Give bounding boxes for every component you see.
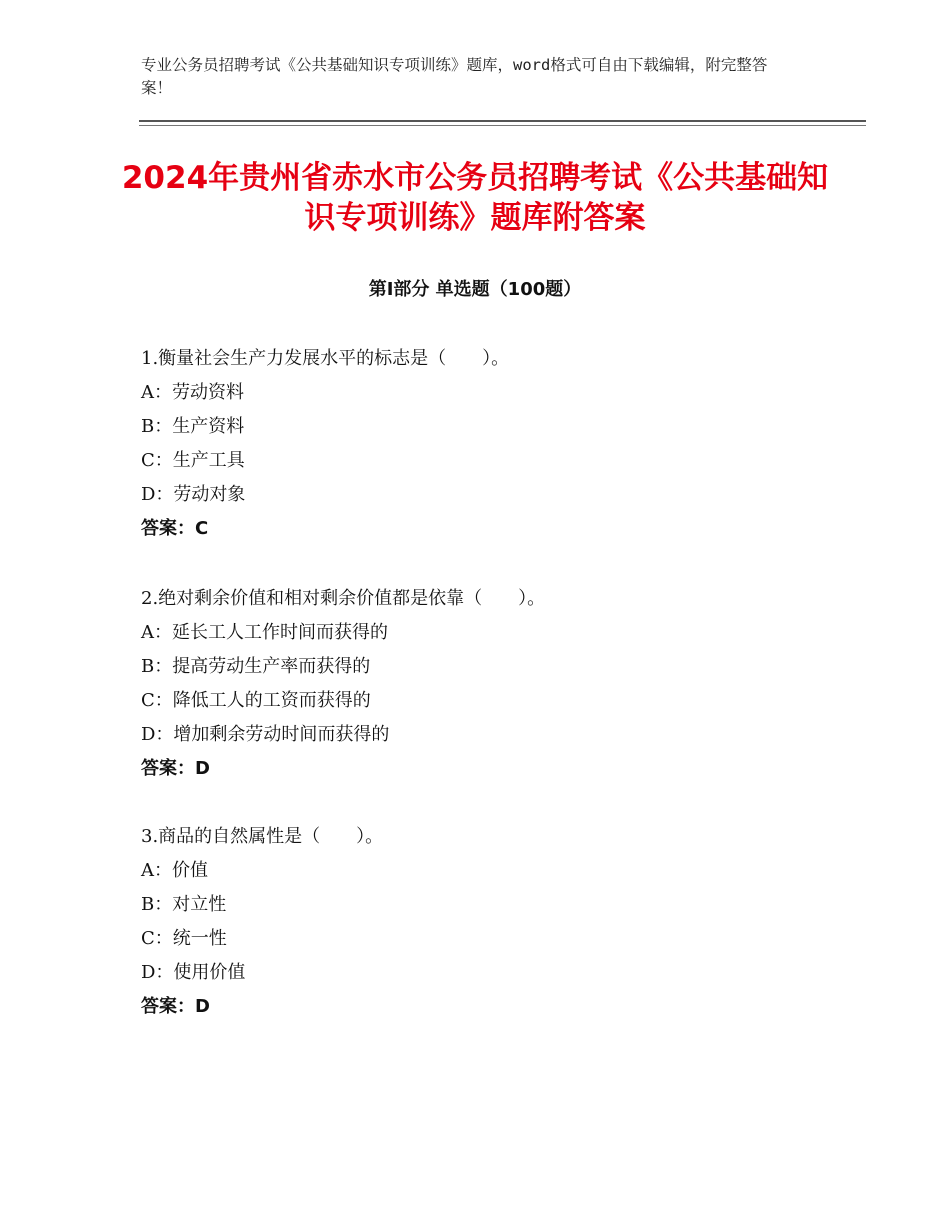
option-c: C：生产工具	[141, 450, 245, 471]
question-block	[141, 820, 841, 1024]
option-c: C：降低工人的工资而获得的	[141, 690, 371, 711]
question-block	[141, 342, 841, 546]
option-c: C：统一性	[141, 928, 227, 949]
option-d: D：使用价值	[141, 962, 246, 983]
header-note: 专业公务员招聘考试《公共基础知识专项训练》题库，word格式可自由下载编辑，附完整答案！	[141, 56, 768, 97]
answer-label: 答案：D	[141, 996, 210, 1017]
question-stem: 2.绝对剩余价值和相对剩余价值都是依靠（ ）。	[141, 588, 546, 609]
document-title: 2024年贵州省赤水市公务员招聘考试《公共基础知识专项训练》题库附答案	[121, 160, 829, 236]
answer-label: 答案：D	[141, 758, 210, 779]
option-a: A：延长工人工作时间而获得的	[141, 622, 388, 643]
header-rule-thick	[139, 120, 866, 122]
question-block	[141, 582, 841, 786]
question-stem: 3.商品的自然属性是（ ）。	[141, 826, 384, 847]
answer-label: 答案：C	[141, 518, 209, 539]
header-rule-thin	[139, 125, 866, 126]
option-d: D：劳动对象	[141, 484, 246, 505]
option-b: B：对立性	[141, 894, 227, 915]
option-d: D：增加剩余劳动时间而获得的	[141, 724, 390, 745]
option-b: B：提高劳动生产率而获得的	[141, 656, 371, 677]
question-stem: 1.衡量社会生产力发展水平的标志是（ ）。	[141, 348, 510, 369]
option-b: B：生产资料	[141, 416, 245, 437]
option-a: A：劳动资料	[141, 382, 244, 403]
option-a: A：价值	[141, 860, 208, 881]
section-title: 第Ⅰ部分 单选题（100题）	[368, 279, 582, 300]
